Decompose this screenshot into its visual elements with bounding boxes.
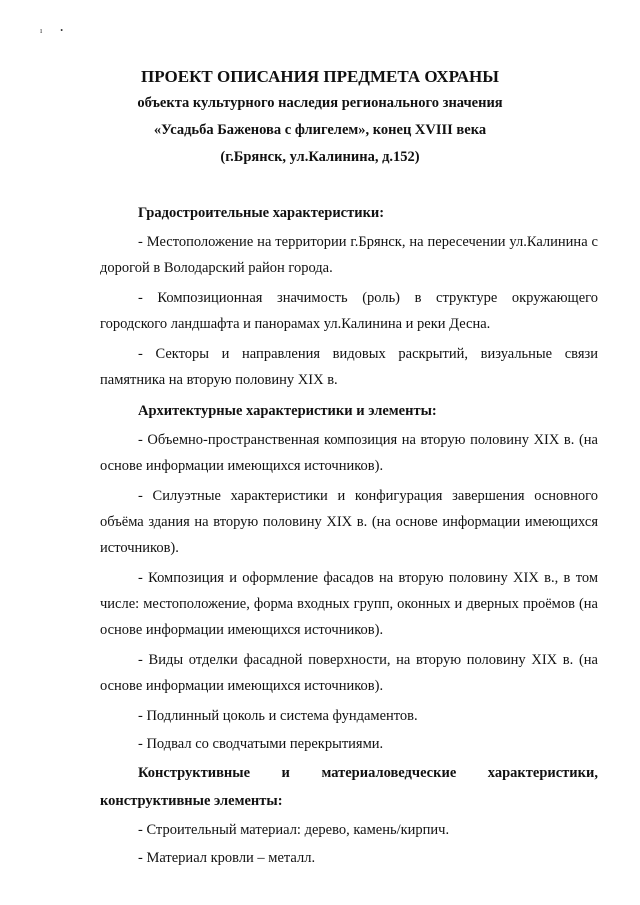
paragraph: - Подвал со сводчатыми перекрытиями. bbox=[138, 736, 384, 752]
document-title: ПРОЕКТ ОПИСАНИЯ ПРЕДМЕТА ОХРАНЫ bbox=[141, 67, 499, 86]
paragraph: - Силуэтные характеристики и конфигурация завершения основного объёма здания на вторую половину XIX в. (на основе информации имеющихся источников). bbox=[100, 488, 598, 556]
paragraph: - Секторы и направления видовых раскрытий, визуальные связи памятника на вторую половину XIX в. bbox=[100, 346, 598, 388]
scan-mark: ı bbox=[40, 26, 43, 35]
document-subtitle: объекта культурного наследия регионального значения bbox=[137, 95, 503, 111]
section-heading-architecture: Архитектурные характеристики и элементы: bbox=[138, 403, 437, 419]
paragraph: - Подлинный цоколь и система фундаментов. bbox=[138, 708, 418, 724]
scan-mark: • bbox=[60, 26, 64, 35]
scan-marks bbox=[40, 26, 79, 35]
paragraph: - Композиционная значимость (роль) в структуре окружающего городского ландшафта и панорамах ул.Калинина и реки Десна. bbox=[100, 290, 598, 332]
section-heading-urban: Градостроительные характеристики: bbox=[138, 205, 385, 221]
paragraph: - Местоположение на территории г.Брянск, на пересечении ул.Калинина с дорогой в Володарский район города. bbox=[100, 234, 598, 276]
section-heading-construction: Конструктивные и материаловедческие характеристики, конструктивные элементы: bbox=[100, 765, 598, 809]
document-title-block bbox=[40, 64, 600, 171]
paragraph: - Композиция и оформление фасадов на вторую половину XIX в., в том числе: местоположение, форма входных групп, оконных и дверных проёмов (на основе информации имеющихся источников). bbox=[100, 570, 598, 638]
paragraph: - Виды отделки фасадной поверхности, на вторую половину XIX в. (на основе информации имеющихся источников). bbox=[100, 652, 598, 694]
paragraph: - Строительный материал: дерево, камень/кирпич. bbox=[138, 822, 450, 838]
paragraph: - Материал кровли – металл. bbox=[138, 850, 316, 866]
paragraph: - Объемно-пространственная композиция на вторую половину XIX в. (на основе информации имеющихся источников). bbox=[100, 432, 598, 474]
document-body bbox=[100, 199, 598, 873]
object-name: «Усадьба Баженова с флигелем», конец XVIII века bbox=[153, 122, 487, 138]
object-address: (г.Брянск, ул.Калинина, д.152) bbox=[220, 149, 420, 165]
